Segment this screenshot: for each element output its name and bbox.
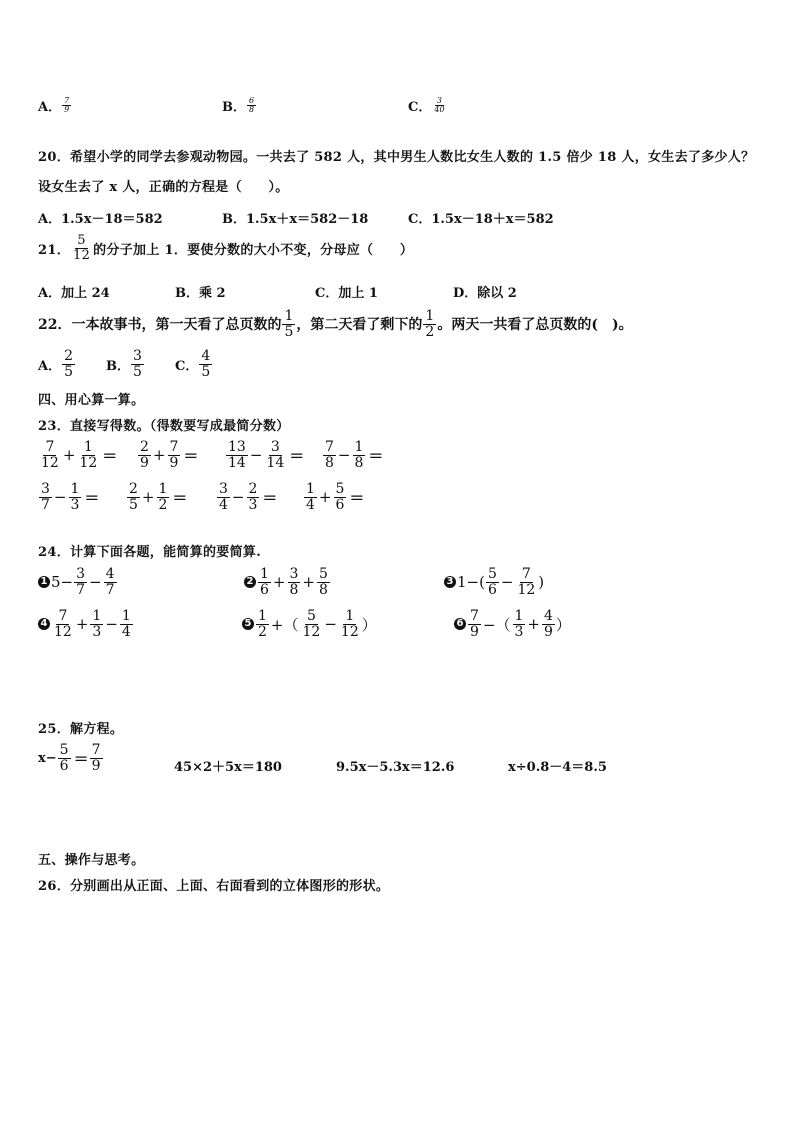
q23-expression-3: $\frac{13}{14}$ − $\frac{3}{14}$ ＝: [228, 439, 305, 471]
fraction: $\frac{3}{7}$: [41, 481, 50, 513]
q25-equation-3: 9.5x－5.3x＝12.6: [336, 760, 455, 775]
fraction: $\frac{7}{9}$: [169, 439, 179, 471]
q20-question-line1: 20．希望小学的同学去参观动物园。一共去了 582 人，其中男生人数比女生人数的 1.5 倍少 18 人，女生去了多少人？: [38, 150, 755, 165]
fraction: $\frac{4}{5}$: [201, 348, 211, 380]
q24-title: 24．计算下面各题，能简算的要简算.: [38, 545, 262, 560]
q25-equation-1: x− $\frac{5}{6}$ ＝ $\frac{7}{9}$: [38, 742, 101, 774]
fraction: $\frac{7}{9}$: [64, 95, 70, 114]
q19-option-a: A． $\frac{7}{9}$: [38, 95, 70, 115]
fraction: $\frac{2}{5}$: [64, 348, 74, 380]
fraction: $\frac{5}{6}$: [487, 566, 497, 598]
fraction: $\frac{1}{4}$: [121, 608, 131, 640]
fraction: $\frac{3}{4}$: [219, 481, 228, 513]
q24-problem-2: 2 $\frac{1}{6}$ + $\frac{3}{8}$ + $\frac{5}{8}$: [244, 567, 331, 597]
q20-option-c: C．1.5x－18＋x＝582: [408, 212, 554, 227]
fraction: $\frac{1}{3}$: [514, 608, 524, 640]
fraction: $\frac{1}{2}$: [158, 481, 168, 513]
fraction: $\frac{7}{9}$: [470, 608, 479, 640]
q24-problem-3: 3 1−( $\frac{5}{6}$ − $\frac{7}{12}$ ): [444, 567, 544, 597]
q19-option-b: B． $\frac{6}{8}$: [222, 95, 255, 115]
q20-option-b: B．1.5x＋x＝582－18: [222, 212, 369, 227]
fraction: $\frac{7}{12}$: [517, 566, 536, 598]
fraction: $\frac{13}{14}$: [228, 439, 246, 471]
fraction: $\frac{6}{8}$: [249, 95, 255, 114]
fraction: $\frac{1}{3}$: [92, 608, 102, 640]
q20-question-line2: 设女生去了 x 人，正确的方程是（ ）。: [38, 180, 289, 195]
circled-number-icon: 4: [38, 618, 50, 630]
fraction: $\frac{3}{8}$: [289, 566, 299, 598]
fraction: $\frac{1}{12}$: [79, 439, 98, 471]
fraction: $\frac{7}{12}$: [54, 608, 72, 640]
fraction: $\frac{7}{8}$: [325, 439, 334, 471]
section-5-title: 五、操作与思考。: [38, 853, 145, 868]
fraction: $\frac{1}{12}$: [340, 608, 359, 640]
fraction: $\frac{2}{9}$: [140, 439, 149, 471]
fraction: $\frac{2}{5}$: [129, 481, 138, 513]
q25-equation-2: 45×2＋5x＝180: [174, 760, 282, 775]
fraction: $\frac{1}{3}$: [70, 481, 80, 513]
fraction: $\frac{1}{8}$: [354, 439, 364, 471]
fraction: $\frac{1}{2}$: [258, 608, 267, 640]
q24-problem-6: 6 $\frac{7}{9}$ −（ $\frac{1}{3}$ + $\frac{4}{9}$ ）: [454, 609, 571, 639]
q20-option-a: A．1.5x－18＝582: [38, 212, 163, 227]
fraction: $\frac{5}{12}$: [73, 233, 91, 263]
fraction: $\frac{1}{4}$: [306, 481, 315, 513]
fraction: $\frac{7}{9}$: [91, 742, 101, 774]
q22-option-a: A． $\frac{2}{5}$: [38, 348, 74, 380]
q23-expression-6: $\frac{2}{5}$ + $\frac{1}{2}$ ＝: [129, 481, 188, 513]
fraction: $\frac{5}{6}$: [335, 481, 345, 513]
fraction: $\frac{3}{14}$: [266, 439, 285, 471]
fraction: $\frac{2}{3}$: [248, 481, 258, 513]
q21-question: 21． $\frac{5}{12}$ 的分子加上 1．要使分数的大小不变，分母应（ ）: [38, 233, 414, 263]
fraction: $\frac{3}{7}$: [76, 566, 86, 598]
q25-equation-4: x÷0.8－4＝8.5: [508, 760, 607, 775]
fraction: $\frac{7}{12}$: [41, 439, 59, 471]
q24-problem-5: 5 $\frac{1}{2}$ +（ $\frac{5}{12}$ − $\frac{1}{12}$ ）: [242, 609, 377, 639]
q23-expression-7: $\frac{3}{4}$ − $\frac{2}{3}$ ＝: [219, 481, 278, 513]
q22-question: 22．一本故事书，第一天看了总页数的 $\frac{1}{5}$ ，第二天看了剩下的 $\frac{1}{2}$ 。两天一共看了总页数的( )。: [38, 308, 633, 340]
q23-expression-8: $\frac{1}{4}$ + $\frac{5}{6}$ ＝: [306, 481, 365, 513]
fraction: $\frac{1}{2}$: [425, 308, 435, 340]
q25-title: 25．解方程。: [38, 722, 124, 737]
circled-number-icon: 6: [454, 618, 466, 630]
q23-expression-5: $\frac{3}{7}$ − $\frac{1}{3}$ ＝: [41, 481, 100, 513]
circled-number-icon: 2: [244, 576, 256, 588]
fraction: $\frac{4}{9}$: [544, 608, 553, 640]
fraction: $\frac{5}{6}$: [59, 742, 69, 774]
q23-expression-2: $\frac{2}{9}$ + $\frac{7}{9}$ ＝: [140, 439, 199, 471]
fraction: $\frac{5}{8}$: [319, 566, 328, 598]
q22-option-b: B． $\frac{3}{5}$: [106, 348, 142, 380]
fraction: $\frac{1}{5}$: [284, 308, 294, 340]
q21-option-b: B．乘 2: [175, 286, 226, 301]
q21-option-a: A．加上 24: [38, 286, 110, 301]
q26-question: 26．分别画出从正面、上面、右面看到的立体图形的形状。: [38, 879, 390, 894]
q24-problem-4: 4 $\frac{7}{12}$ + $\frac{1}{3}$ − $\frac{1}{4}$: [38, 609, 134, 639]
q21-option-d: D．除以 2: [453, 286, 517, 301]
q22-option-c: C． $\frac{4}{5}$: [175, 348, 211, 380]
q19-option-c: C． $\frac{3}{40}$: [408, 95, 445, 115]
fraction: $\frac{3}{40}$: [434, 95, 445, 114]
q23-expression-1: $\frac{7}{12}$ + $\frac{1}{12}$ ＝: [41, 439, 118, 471]
q21-option-c: C．加上 1: [315, 286, 378, 301]
fraction: $\frac{1}{6}$: [260, 566, 269, 598]
q23-title: 23．直接写得数。（得数要写成最简分数）: [38, 419, 290, 434]
circled-number-icon: 3: [444, 576, 456, 588]
circled-number-icon: 1: [38, 576, 50, 588]
fraction: $\frac{3}{5}$: [133, 348, 142, 380]
fraction: $\frac{4}{7}$: [105, 566, 115, 598]
q23-expression-4: $\frac{7}{8}$ − $\frac{1}{8}$ ＝: [325, 439, 384, 471]
circled-number-icon: 5: [242, 618, 254, 630]
q24-problem-1: 1 5− $\frac{3}{7}$ − $\frac{4}{7}$: [38, 567, 118, 597]
fraction: $\frac{5}{12}$: [302, 608, 321, 640]
section-4-title: 四、用心算一算。: [38, 393, 145, 408]
